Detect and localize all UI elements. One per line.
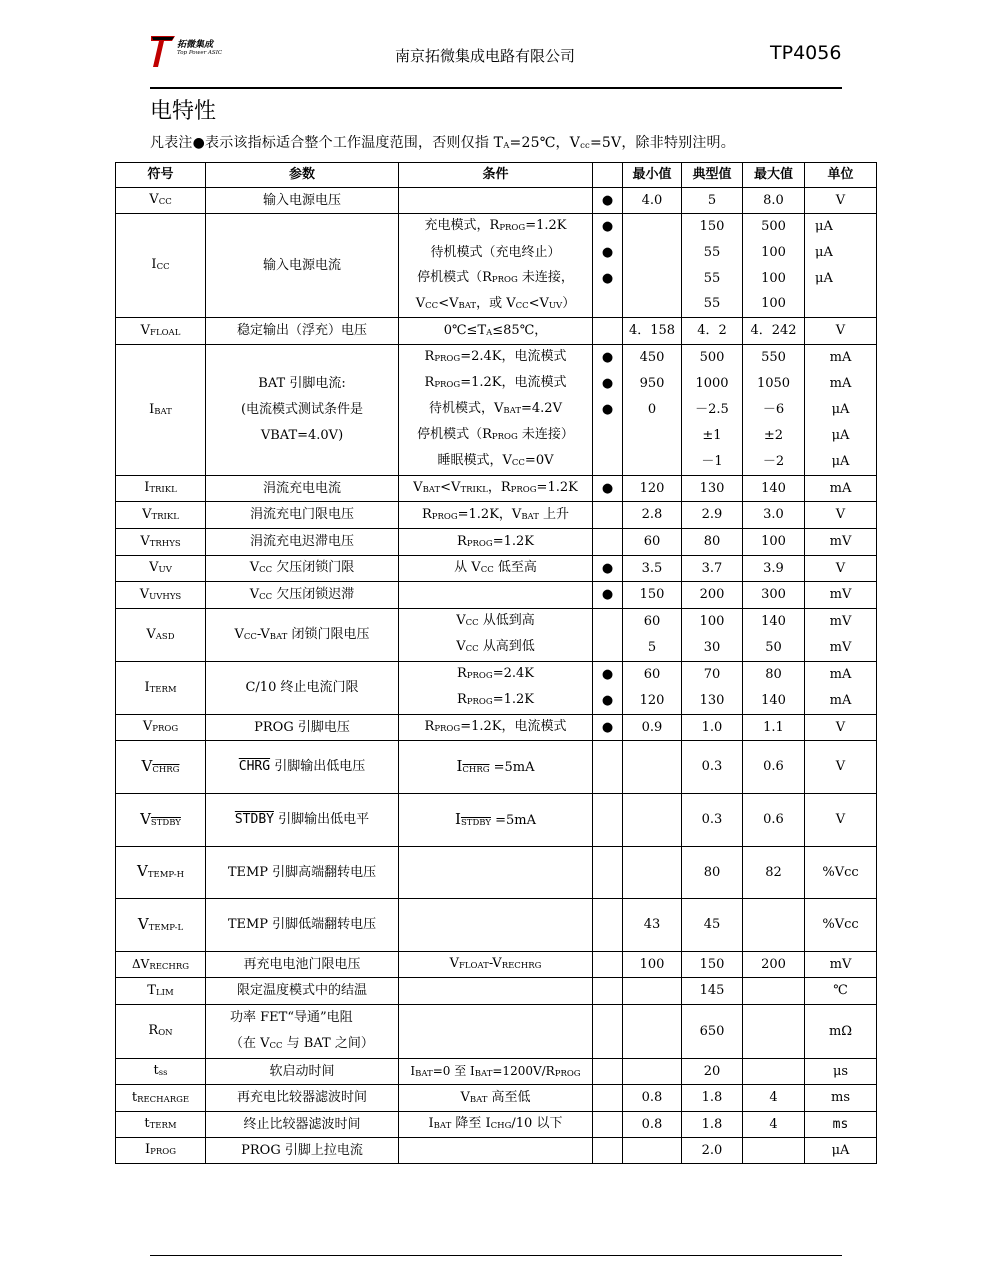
param-line: 功率 FET“导通”电阻 (230, 1010, 353, 1025)
max-cell: 1.1 (743, 715, 805, 741)
table-row (116, 847, 877, 899)
max-cell: 100 (743, 240, 805, 266)
col-unit: 单位 (805, 163, 877, 188)
unit-cell: V (805, 715, 877, 741)
cond-cell: 睡眠模式，$V_{CC}=0V$ (399, 449, 593, 476)
typ-cell: 55 (682, 292, 743, 318)
cond-cell: 待机模式（充电终止） (399, 240, 593, 266)
typ-cell: 4．2 (682, 318, 743, 345)
typ-cell: 650 (682, 1005, 743, 1059)
all-temp-dot (593, 318, 623, 345)
min-cell (623, 449, 682, 476)
min-cell: 60 (623, 662, 682, 688)
cond-cell: $I_{BAT}=0$ 至 $I_{BAT}=1200V/R_{PROG}$ (399, 1059, 593, 1085)
unit-cell: ms (805, 1112, 877, 1138)
col-min: 最小值 (623, 163, 682, 188)
unit-cell: mV (805, 609, 877, 635)
col-max: 最大值 (743, 163, 805, 188)
max-cell: 50 (743, 635, 805, 662)
param-cell: 再充电比较器滤波时间 (206, 1085, 399, 1112)
model-number: TP4056 (770, 42, 842, 64)
typ-cell: 130 (682, 688, 743, 715)
unit-cell: μA (805, 449, 877, 476)
table-row (116, 345, 877, 371)
typ-cell: －2.5 (682, 397, 743, 423)
unit-cell: mΩ (805, 1005, 877, 1059)
min-cell (623, 847, 682, 899)
electrical-characteristics-table (115, 162, 877, 1164)
min-cell (623, 214, 682, 318)
all-temp-dot (593, 449, 623, 476)
table-row (116, 188, 877, 214)
symbol-cell: $I_{TERM}$ (116, 662, 206, 715)
max-cell: 100 (743, 529, 805, 556)
symbol-cell: $I_{CC}$ (116, 214, 206, 318)
max-cell: 4 (743, 1112, 805, 1138)
symbol-cell: $V_{CHRG}$ (116, 741, 206, 794)
cond-cell: 停机模式（$R_{PROG}$ 未连接， (399, 266, 593, 292)
symbol-cell: $V_{TRIKL}$ (116, 502, 206, 529)
all-temp-dot: ● (593, 371, 623, 397)
max-cell: 8.0 (743, 188, 805, 214)
table-row (116, 556, 877, 582)
typ-cell: 80 (682, 847, 743, 899)
table-note: 凡表注●表示该指标适合整个工作温度范围，否则仅指 $T_A=25℃$，$V_{cc}=5V$，除非特别注明。 (150, 135, 735, 151)
cond-cell (399, 1138, 593, 1164)
table-row (116, 1085, 877, 1112)
max-cell: 0.6 (743, 741, 805, 794)
table-row (116, 609, 877, 635)
param-cell: C/10 终止电流门限 (206, 662, 399, 715)
all-temp-dot (593, 1005, 623, 1059)
min-cell (623, 423, 682, 449)
cond-cell: 待机模式，$V_{BAT}=4.2V$ (399, 397, 593, 423)
unit-cell: mA (805, 476, 877, 502)
all-temp-dot: ● (593, 556, 623, 582)
max-cell: 140 (743, 688, 805, 715)
min-cell (623, 1138, 682, 1164)
max-cell: 4．242 (743, 318, 805, 345)
min-cell: 120 (623, 688, 682, 715)
cond-cell: 充电模式，$R_{PROG}=1.2K$ (399, 214, 593, 240)
all-temp-dot: ● (593, 582, 623, 609)
table-row (116, 1138, 877, 1164)
table-row (116, 318, 877, 345)
min-cell: 60 (623, 609, 682, 635)
all-temp-dot (593, 978, 623, 1005)
param-line: （在 $V_{CC}$ 与 BAT 之间） (230, 1036, 374, 1051)
unit-cell: mV (805, 582, 877, 609)
min-cell: 5 (623, 635, 682, 662)
typ-cell: 2.9 (682, 502, 743, 529)
symbol-cell: $V_{PROG}$ (116, 715, 206, 741)
cond-cell (399, 899, 593, 952)
typ-cell: 1.0 (682, 715, 743, 741)
max-cell: 3.9 (743, 556, 805, 582)
unit-cell: ms (805, 1085, 877, 1112)
min-cell: 60 (623, 529, 682, 556)
table-row (116, 1112, 877, 1138)
unit-cell: mV (805, 952, 877, 978)
table-row (116, 214, 877, 240)
param-cell (206, 345, 399, 476)
min-cell: 950 (623, 371, 682, 397)
unit-cell: %Vcc (805, 899, 877, 952)
param-cell: TEMP 引脚高端翻转电压 (206, 847, 399, 899)
unit-cell: V (805, 556, 877, 582)
min-cell (623, 1059, 682, 1085)
typ-cell: 45 (682, 899, 743, 952)
symbol-cell: $V_{UVHYS}$ (116, 582, 206, 609)
cond-cell: $R_{PROG}=1.2K$ (399, 688, 593, 715)
unit-cell: %Vcc (805, 847, 877, 899)
all-temp-dot (593, 292, 623, 318)
unit-cell: mA (805, 662, 877, 688)
param-cell: TEMP 引脚低端翻转电压 (206, 899, 399, 952)
typ-cell: 55 (682, 240, 743, 266)
typ-cell: 150 (682, 952, 743, 978)
min-cell (623, 794, 682, 847)
all-temp-dot (593, 529, 623, 556)
symbol-cell: $R_{ON}$ (116, 1005, 206, 1059)
all-temp-dot (593, 502, 623, 529)
table-row (116, 1005, 877, 1059)
typ-cell: 80 (682, 529, 743, 556)
all-temp-dot (593, 899, 623, 952)
unit-cell: ℃ (805, 978, 877, 1005)
col-param: 参数 (206, 163, 399, 188)
max-cell: 82 (743, 847, 805, 899)
symbol-cell: $V_{UV}$ (116, 556, 206, 582)
typ-cell: 150 (682, 214, 743, 240)
typ-cell: 1.8 (682, 1112, 743, 1138)
unit-cell: mV (805, 529, 877, 556)
symbol-cell: $I_{TRIKL}$ (116, 476, 206, 502)
section-title: 电特性 (150, 99, 217, 124)
table-row (116, 502, 877, 529)
table-row (116, 899, 877, 952)
param-cell: STDBY 引脚输出低电平 (206, 794, 399, 847)
min-cell: 3.5 (623, 556, 682, 582)
table-row (116, 715, 877, 741)
cond-cell (399, 847, 593, 899)
param-cell: CHRG 引脚输出低电压 (206, 741, 399, 794)
min-cell: 0.8 (623, 1085, 682, 1112)
all-temp-dot (593, 952, 623, 978)
table-row (116, 476, 877, 502)
max-cell (743, 899, 805, 952)
typ-cell: 55 (682, 266, 743, 292)
all-temp-dot (593, 1059, 623, 1085)
param-cell: 涓流充电电流 (206, 476, 399, 502)
unit-cell: μA (805, 266, 877, 292)
param-cell: PROG 引脚上拉电流 (206, 1138, 399, 1164)
cond-cell: $V_{BAT}<V_{TRIKL}$，$R_{PROG}=1.2K$ (399, 476, 593, 502)
max-cell: 500 (743, 214, 805, 240)
max-cell: 80 (743, 662, 805, 688)
typ-cell: －1 (682, 449, 743, 476)
typ-cell: 20 (682, 1059, 743, 1085)
all-temp-dot (593, 847, 623, 899)
cond-cell: 从 $V_{CC}$ 低至高 (399, 556, 593, 582)
all-temp-dot (593, 1138, 623, 1164)
all-temp-dot: ● (593, 662, 623, 688)
cond-cell (399, 582, 593, 609)
all-temp-dot: ● (593, 397, 623, 423)
col-typ: 典型值 (682, 163, 743, 188)
symbol-cell: $t_{RECHARGE}$ (116, 1085, 206, 1112)
param-cell: 涓流充电门限电压 (206, 502, 399, 529)
table-header-row (116, 163, 877, 188)
all-temp-dot (593, 794, 623, 847)
param-cell: 输入电源电流 (206, 214, 399, 318)
param-cell: 终止比较器滤波时间 (206, 1112, 399, 1138)
table-row (116, 1059, 877, 1085)
typ-cell: 0.3 (682, 794, 743, 847)
symbol-cell: $T_{LIM}$ (116, 978, 206, 1005)
max-cell (743, 1005, 805, 1059)
cond-cell: $I_{CHRG} =5mA$ (399, 741, 593, 794)
max-cell: 3.0 (743, 502, 805, 529)
param-cell: 限定温度模式中的结温 (206, 978, 399, 1005)
cond-cell: $R_{PROG}=1.2K$，电流模式 (399, 371, 593, 397)
cond-cell: 停机模式（$R_{PROG}$ 未连接） (399, 423, 593, 449)
all-temp-dot (593, 609, 623, 662)
param-cell: 再充电电池门限电压 (206, 952, 399, 978)
unit-cell: μA (805, 240, 877, 266)
unit-cell: mA (805, 345, 877, 371)
max-cell: ±2 (743, 423, 805, 449)
param-cell: 输入电源电压 (206, 188, 399, 214)
symbol-cell: $t_{TERM}$ (116, 1112, 206, 1138)
cond-cell: $R_{PROG}=1.2K$，电流模式 (399, 715, 593, 741)
min-cell (623, 1005, 682, 1059)
cond-cell: $I_{STDBY} =5mA$ (399, 794, 593, 847)
param-cell: 软启动时间 (206, 1059, 399, 1085)
typ-cell: ±1 (682, 423, 743, 449)
symbol-cell: $I_{BAT}$ (116, 345, 206, 476)
cond-cell: $V_{CC}$ 从低到高 (399, 609, 593, 635)
max-cell (743, 978, 805, 1005)
cond-cell: $V_{BAT}$ 高至低 (399, 1085, 593, 1112)
cond-cell: $0℃\le T_A\le 85℃$， (399, 318, 593, 345)
param-line: BAT 引脚电流: (258, 376, 346, 391)
typ-cell: 30 (682, 635, 743, 662)
max-cell: 0.6 (743, 794, 805, 847)
all-temp-dot: ● (593, 476, 623, 502)
all-temp-dot (593, 741, 623, 794)
cond-cell (399, 188, 593, 214)
typ-cell: 3.7 (682, 556, 743, 582)
max-cell: 200 (743, 952, 805, 978)
typ-cell: 5 (682, 188, 743, 214)
cond-cell (399, 1005, 593, 1059)
min-cell: 2.8 (623, 502, 682, 529)
table-row (116, 952, 877, 978)
unit-cell: μA (805, 397, 877, 423)
unit-cell: V (805, 502, 877, 529)
max-cell: 550 (743, 345, 805, 371)
param-cell: $V_{CC}-V_{BAT}$ 闭锁门限电压 (206, 609, 399, 662)
min-cell: 0.9 (623, 715, 682, 741)
typ-cell: 100 (682, 609, 743, 635)
table-row (116, 794, 877, 847)
all-temp-dot: ● (593, 715, 623, 741)
table-row (116, 662, 877, 688)
cond-cell: $R_{PROG}=2.4K$ (399, 662, 593, 688)
param-line: VBAT=4.0V) (260, 428, 344, 443)
typ-cell: 0.3 (682, 741, 743, 794)
symbol-cell: $I_{PROG}$ (116, 1138, 206, 1164)
min-cell: 4.0 (623, 188, 682, 214)
logo-cn-text: 拓微集成 (177, 40, 214, 50)
max-cell: 100 (743, 266, 805, 292)
logo-mark-icon (150, 34, 176, 68)
logo-en-text: Top Power ASIC (177, 50, 223, 56)
all-temp-dot: ● (593, 214, 623, 240)
symbol-cell: $V_{FLOAL}$ (116, 318, 206, 345)
max-cell: －6 (743, 397, 805, 423)
unit-cell: mA (805, 371, 877, 397)
symbol-cell: $V_{TEMP-L}$ (116, 899, 206, 952)
all-temp-dot: ● (593, 240, 623, 266)
symbol-cell: $\Delta V_{RECHRG}$ (116, 952, 206, 978)
all-temp-dot: ● (593, 266, 623, 292)
cond-cell: $R_{PROG}=1.2K$ (399, 529, 593, 556)
min-cell (623, 741, 682, 794)
unit-cell: μs (805, 1059, 877, 1085)
max-cell: 100 (743, 292, 805, 318)
col-all (593, 163, 623, 188)
min-cell: 100 (623, 952, 682, 978)
table-row (116, 978, 877, 1005)
cond-cell: $V_{FLOAT}-V_{RECHRG}$ (399, 952, 593, 978)
min-cell: 43 (623, 899, 682, 952)
typ-cell: 130 (682, 476, 743, 502)
max-cell: 300 (743, 582, 805, 609)
param-cell (206, 1005, 399, 1059)
cond-cell: $I_{BAT}$ 降至 $I_{CHG}/10$ 以下 (399, 1112, 593, 1138)
all-temp-dot (593, 423, 623, 449)
footer-divider (150, 1255, 842, 1256)
min-cell (623, 978, 682, 1005)
typ-cell: 2.0 (682, 1138, 743, 1164)
typ-cell: 70 (682, 662, 743, 688)
symbol-cell: $t_{ss}$ (116, 1059, 206, 1085)
unit-cell: μA (805, 214, 877, 240)
all-temp-dot: ● (593, 688, 623, 715)
symbol-cell: $V_{CC}$ (116, 188, 206, 214)
unit-cell: mV (805, 635, 877, 662)
param-cell: 涓流充电迟滞电压 (206, 529, 399, 556)
typ-cell: 145 (682, 978, 743, 1005)
unit-cell: V (805, 794, 877, 847)
unit-cell: V (805, 188, 877, 214)
unit-cell: V (805, 741, 877, 794)
max-cell: －2 (743, 449, 805, 476)
param-cell: PROG 引脚电压 (206, 715, 399, 741)
max-cell: 140 (743, 476, 805, 502)
param-cell: $V_{CC}$ 欠压闭锁门限 (206, 556, 399, 582)
min-cell: 150 (623, 582, 682, 609)
cond-cell (399, 978, 593, 1005)
unit-cell: μA (805, 1138, 877, 1164)
all-temp-dot: ● (593, 345, 623, 371)
unit-cell: V (805, 318, 877, 345)
col-cond: 条件 (399, 163, 593, 188)
symbol-cell: $V_{STDBY}$ (116, 794, 206, 847)
table-row (116, 741, 877, 794)
all-temp-dot (593, 1085, 623, 1112)
unit-cell: μA (805, 423, 877, 449)
cond-cell: $V_{CC}$ 从高到低 (399, 635, 593, 662)
unit-cell: mA (805, 688, 877, 715)
min-cell: 4．158 (623, 318, 682, 345)
max-cell: 4 (743, 1085, 805, 1112)
symbol-cell: $V_{TEMP-H}$ (116, 847, 206, 899)
max-cell: 1050 (743, 371, 805, 397)
table-row (116, 529, 877, 556)
header-divider (150, 87, 842, 89)
max-cell (743, 1138, 805, 1164)
param-cell: 稳定输出（浮充）电压 (206, 318, 399, 345)
max-cell: 140 (743, 609, 805, 635)
param-line: (电流模式测试条件是 (240, 402, 364, 417)
symbol-cell: $V_{ASD}$ (116, 609, 206, 662)
typ-cell: 500 (682, 345, 743, 371)
symbol-cell: $V_{TRHYS}$ (116, 529, 206, 556)
param-cell: $V_{CC}$ 欠压闭锁迟滞 (206, 582, 399, 609)
company-name: 南京拓微集成电路有限公司 (395, 47, 576, 65)
all-temp-dot: ● (593, 188, 623, 214)
typ-cell: 200 (682, 582, 743, 609)
max-cell (743, 1059, 805, 1085)
min-cell: 450 (623, 345, 682, 371)
unit-cell (805, 292, 877, 318)
cond-cell: $R_{PROG}=1.2K$，$V_{BAT}$ 上升 (399, 502, 593, 529)
typ-cell: 1.8 (682, 1085, 743, 1112)
cond-cell: $V_{CC}<V_{BAT}$，或 $V_{CC}<V_{UV}$） (399, 292, 593, 318)
cond-cell: $R_{PROG}=2.4K$，电流模式 (399, 345, 593, 371)
company-logo (150, 34, 270, 68)
col-symbol: 符号 (116, 163, 206, 188)
all-temp-dot (593, 1112, 623, 1138)
typ-cell: 1000 (682, 371, 743, 397)
table-row (116, 582, 877, 609)
min-cell: 0 (623, 397, 682, 423)
min-cell: 0.8 (623, 1112, 682, 1138)
min-cell: 120 (623, 476, 682, 502)
